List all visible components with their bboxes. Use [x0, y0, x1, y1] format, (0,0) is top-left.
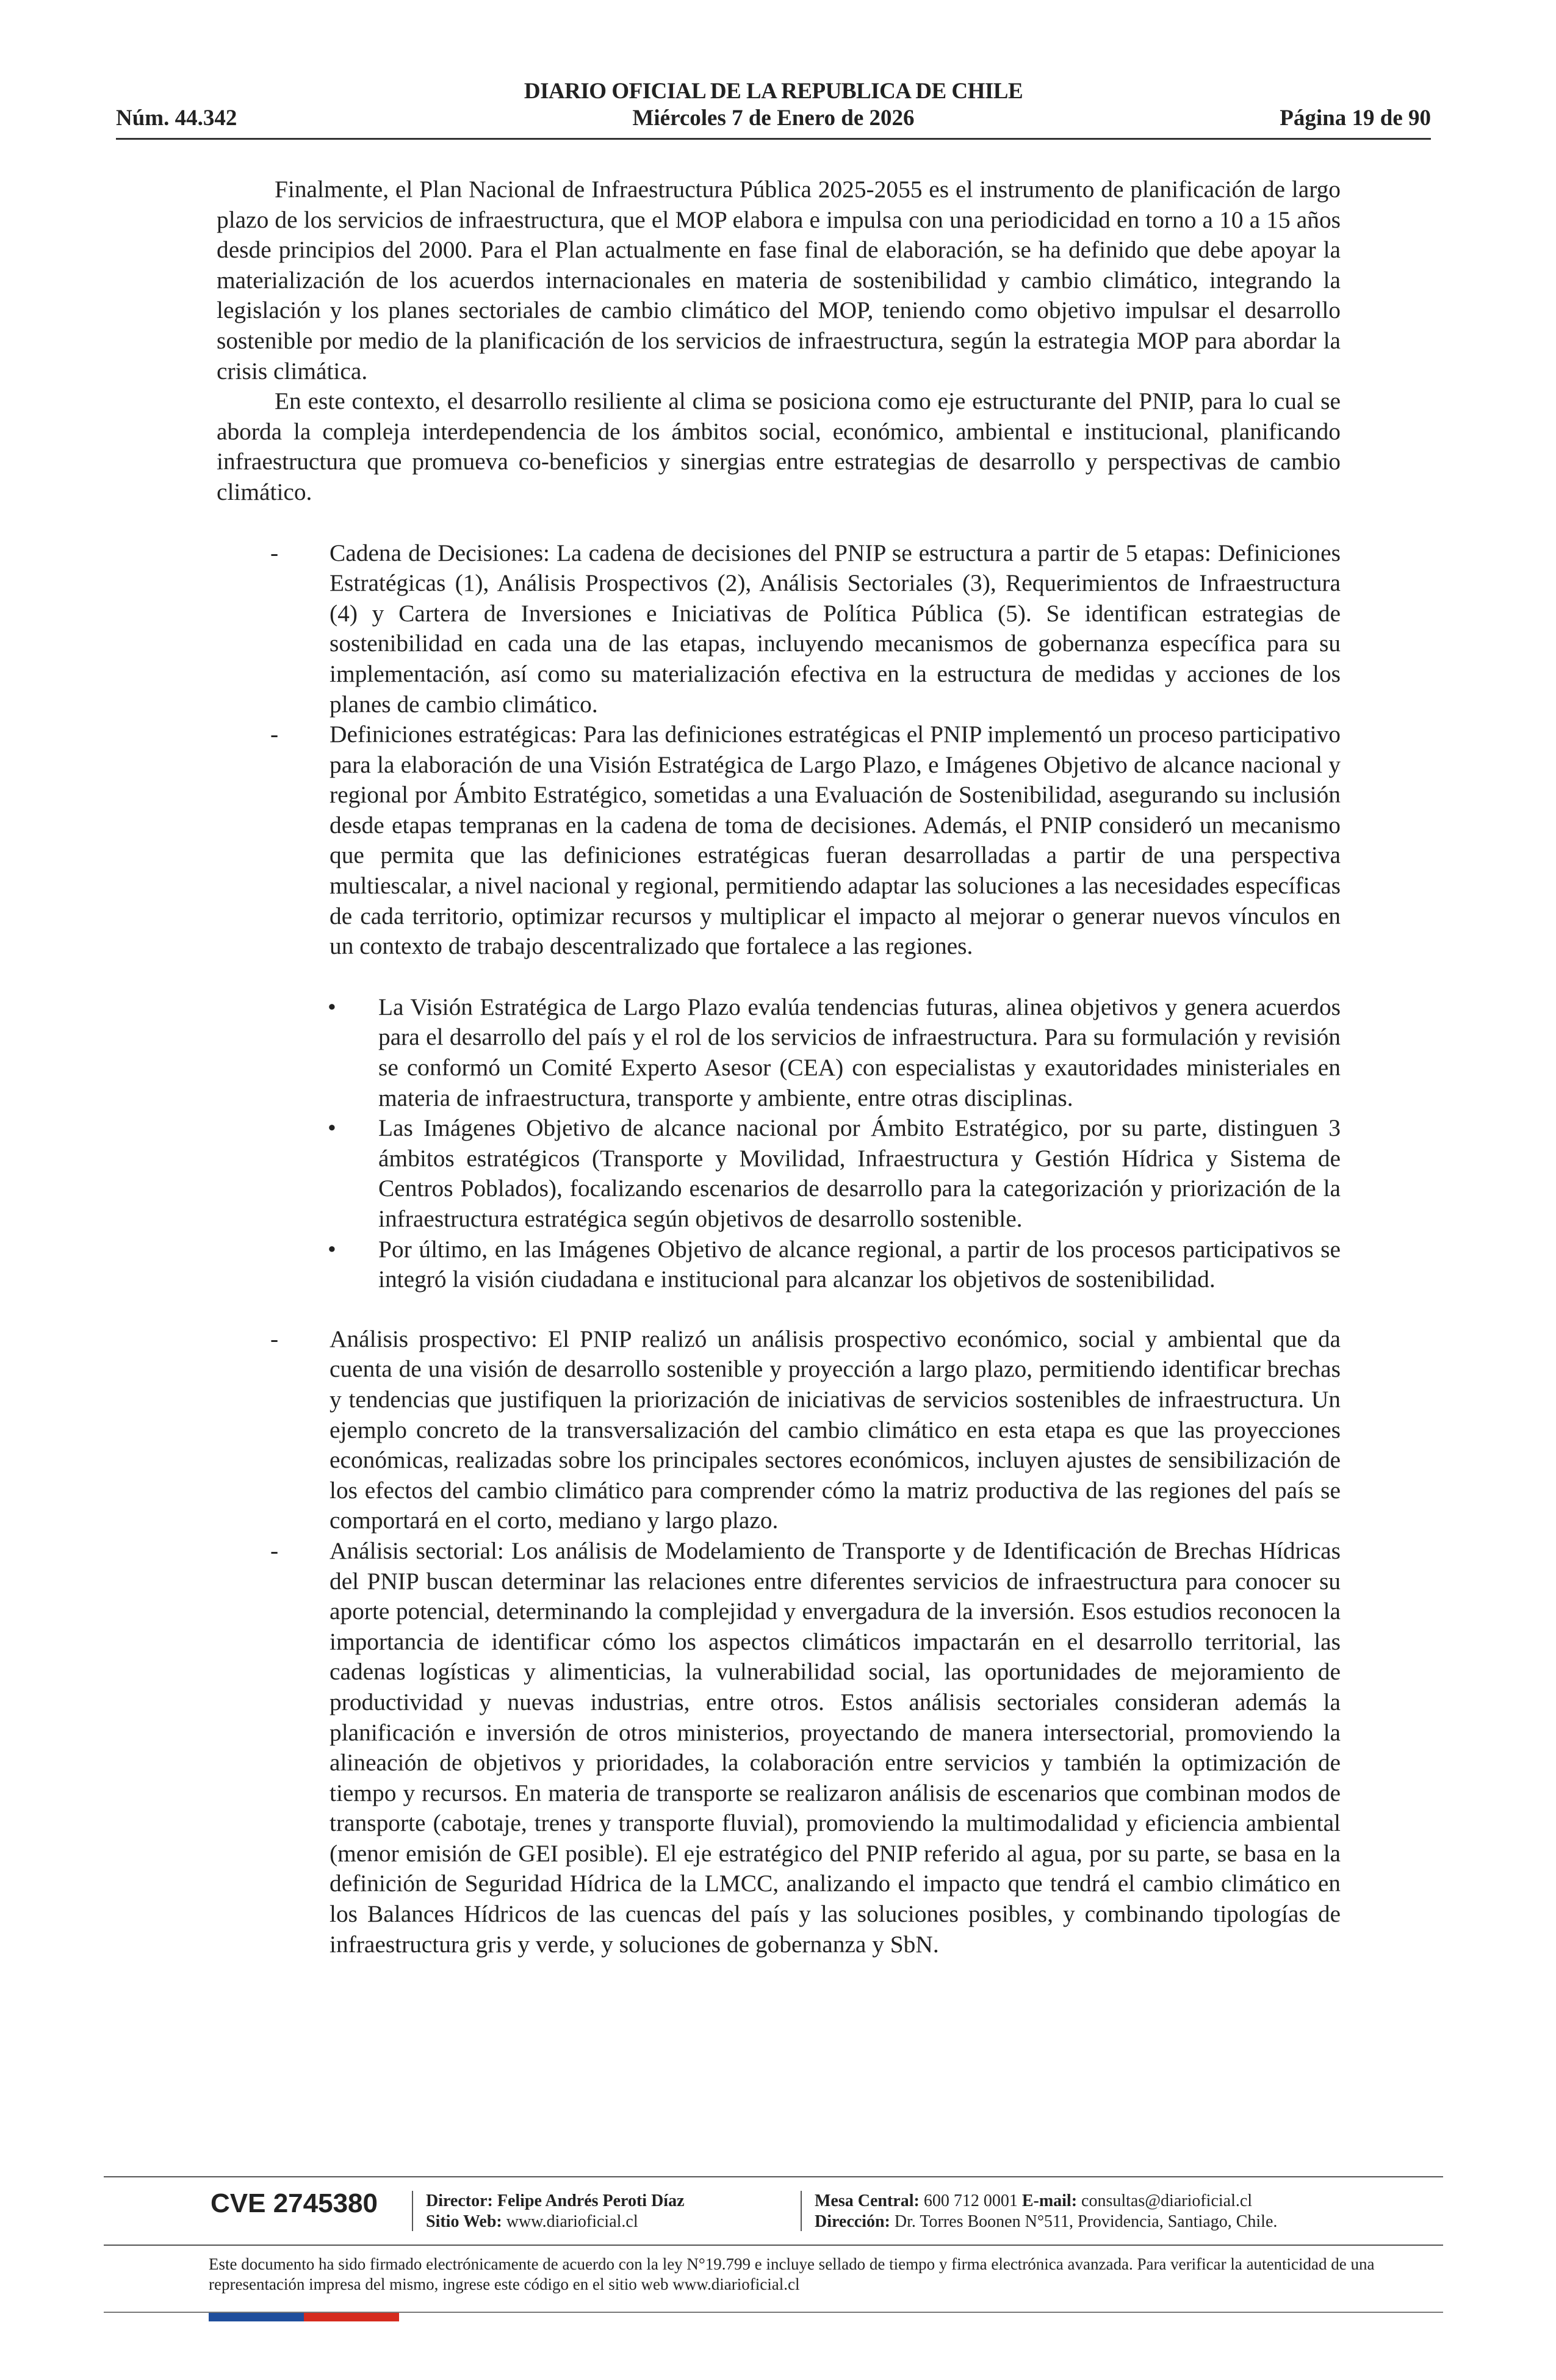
page-header	[116, 73, 1431, 140]
bullet-marker: •	[328, 993, 336, 1020]
dash-marker: -	[270, 539, 279, 566]
footer-separator	[801, 2191, 802, 2231]
dash-marker: -	[270, 1537, 279, 1564]
publication-title: DIARIO OFICIAL DE LA REPUBLICA DE CHILE	[524, 79, 1023, 104]
address-value: Dr. Torres Boonen N°511, Providencia, Santiago, Chile.	[894, 2212, 1278, 2231]
list-item	[217, 1536, 1341, 1960]
list-item-text: Cadena de Decisiones: La cadena de decisiones del PNIP se estructura a partir de 5 etapas: Definiciones Estratégicas (1), Análisis Prospectivos (2), Análisis Sectoriales (3), Requerimientos de Infraestructura (4) y Cartera de Inversiones e Iniciativas de Política Pública (5). Se identifican estrategias de sostenibilidad en cada una de las etapas, incluyendo mecanismos de gobernanza específica para su implementación, así como su materialización efectiva en la estructura de medidas y acciones de los planes de cambio climático.	[330, 539, 1341, 718]
address-label: Dirección:	[815, 2212, 890, 2231]
legal-note: Este documento ha sido firmado electrónicamente de acuerdo con la ley N°19.799 e incluye sellado de tiempo y firma electrónica avanzada. Para verificar la autenticidad de una representación impresa del mismo, ingrese este código en el sitio web www.diarioficial.cl	[209, 2255, 1375, 2293]
list-item-text: Definiciones estratégicas: Para las definiciones estratégicas el PNIP implementó un proceso participativo para la elaboración de una Visión Estratégica de Largo Plazo, e Imágenes Objetivo de alcance nacional y regional por Ámbito Estratégico, sometidas a una Evaluación de Sostenibilidad, asegurando su inclusión desde etapas tempranas en la cadena de toma de decisiones. Además, el PNIP consideró un mecanismo que permita que las definiciones estratégicas fueran desarrolladas a partir de una perspectiva multiescalar, a nivel nacional y regional, permitiendo adaptar las soluciones a las necesidades específicas de cada territorio, optimizar recursos y multiplicar el impacto al mejorar o generar nuevos vínculos en un contexto de trabajo descentralizado que fortalece a las regiones.	[330, 721, 1341, 960]
dash-list	[217, 538, 1341, 962]
intro-paragraph: Finalmente, el Plan Nacional de Infraestructura Pública 2025-2055 es el instrumento de planificación de largo plazo de los servicios de infraestructura, que el MOP elabora e impulsa con una periodicidad en torno a 10 a 15 años desde principios del 2000. Para el Plan actualmente en fase final de elaboración, se ha definido que debe apoyar la materialización de los acuerdos internacionales en materia de sostenibilidad y cambio climático, integrando la legislación y los planes sectoriales de cambio climático del MOP, teniendo como objetivo impulsar el desarrollo sostenible por medio de la planificación de los servicios de infraestructura, según la estrategia MOP para abordar la crisis climática.	[217, 176, 1341, 384]
website-label: Sitio Web:	[426, 2212, 502, 2231]
director-name: Felipe Andrés Peroti Díaz	[497, 2191, 685, 2210]
dash-marker: -	[270, 721, 279, 748]
phone-label: Mesa Central:	[815, 2191, 920, 2210]
footer-contact-block	[815, 2191, 1277, 2232]
list-item-text: Las Imágenes Objetivo de alcance nacional por Ámbito Estratégico, por su parte, distinguen 3 ámbitos estratégicos (Transporte y Movilidad, Infraestructura y Gestión Hídrica y Sistema de Centros Poblados), focalizando escenarios de desarrollo para la categorización y priorización de la infraestructura estratégica según objetivos de desarrollo sostenible.	[378, 1114, 1341, 1232]
flag-blue-segment	[209, 2313, 304, 2321]
bullet-marker: •	[328, 1114, 336, 1142]
list-item	[217, 538, 1341, 720]
chile-flag-stripe	[209, 2313, 399, 2321]
issue-number: Núm. 44.342	[116, 106, 237, 131]
page-number: Página 19 de 90	[1280, 106, 1431, 131]
email-label: E-mail:	[1021, 2191, 1078, 2210]
list-item-text: La Visión Estratégica de Largo Plazo evalúa tendencias futuras, alinea objetivos y genera acuerdos para el desarrollo del país y el rol de los servicios de infraestructura. Para su formulación y revisión se conformó un Comité Experto Asesor (CEA) con especialistas y exautoridades ministeriales en materia de infraestructura, transporte y ambiente, entre otras disciplinas.	[378, 993, 1341, 1111]
list-item-text: Análisis sectorial: Los análisis de Modelamiento de Transporte y de Identificación de Brechas Hídricas del PNIP buscan determinar las relaciones entre diferentes servicios de infraestructura para conocer su aporte potencial, determinando la complejidad y envergadura de la inversión. Esos estudios reconocen la importancia de identificar cómo los aspectos climáticos impactarán en el desarrollo territorial, las cadenas logísticas y alimenticias, la vulnerabilidad social, las oportunidades de mejoramiento de productividad y nuevas industrias, entre otros. Estos análisis sectoriales consideran además la planificación e inversión de otros ministerios, proyectando de manera intersectorial, promoviendo la alineación de objetivos y prioridades, la colaboración entre servicios y también la optimización de tiempo y recursos. En materia de transporte se realizaron análisis de escenarios que combinan modos de transporte (cabotaje, trenes y transporte fluvial), promoviendo la multimodalidad y eficiencia ambiental (menor emisión de GEI posible). El eje estratégico del PNIP referido al agua, por su parte, se basa en la definición de Seguridad Hídrica de la LMCC, analizando el impacto que tendrá el cambio climático en los Balances Hídricos de las cuencas del país y las soluciones posibles, y combinando tipologías de infraestructura gris y verde, y soluciones de gobernanza y SbN.	[330, 1537, 1341, 1958]
list-item	[217, 719, 1341, 962]
footer-divider	[104, 2176, 1443, 2177]
phone-value: 600 712 0001	[923, 2191, 1018, 2210]
email-link[interactable]: consultas@diarioficial.cl	[1081, 2191, 1253, 2210]
list-item-text: Por último, en las Imágenes Objetivo de alcance regional, a partir de los procesos participativos se integró la visión ciudadana e institucional para alcanzar los objetivos de sostenibilidad.	[378, 1235, 1341, 1293]
director-label: Director:	[426, 2191, 493, 2210]
dash-marker: -	[270, 1325, 279, 1352]
intro-paragraph: En este contexto, el desarrollo resiliente al clima se posiciona como eje estructurante del PNIP, para lo cual se aborda la compleja interdependencia de los ámbitos social, económico, ambiental e institucional, planificando infraestructura que promueva co-beneficios y sinergias entre estrategias de desarrollo y perspectivas de cambio climático.	[217, 388, 1341, 505]
footer-divider	[104, 2245, 1443, 2246]
issue-date: Miércoles 7 de Enero de 2026	[632, 106, 915, 131]
list-item	[217, 992, 1341, 1113]
flag-red-segment	[304, 2313, 399, 2321]
document-body	[217, 175, 1341, 1960]
cve-code: CVE 2745380	[211, 2188, 378, 2218]
website-link[interactable]: www.diarioficial.cl	[506, 2212, 638, 2231]
list-item	[217, 1235, 1341, 1295]
list-item	[217, 1113, 1341, 1234]
page-footer	[104, 2176, 1443, 2323]
list-item-text: Análisis prospectivo: El PNIP realizó un análisis prospectivo económico, social y ambiental que da cuenta de una visión de desarrollo sostenible y proyección a largo plazo, permitiendo identificar brechas y tendencias que justifiquen la priorización de iniciativas de servicios sostenibles de infraestructura. Un ejemplo concreto de la transversalización del cambio climático en esta etapa es que las proyecciones económicas, realizadas sobre los principales sectores económicos, incluyen ajustes de sensibilización de los efectos del cambio climático para comprender cómo la matriz productiva de las regiones del país se comportará en el corto, mediano y largo plazo.	[330, 1325, 1341, 1534]
bullet-marker: •	[328, 1235, 336, 1263]
header-divider	[116, 138, 1431, 140]
footer-director-block	[426, 2191, 685, 2232]
dash-list	[217, 1324, 1341, 1960]
list-item	[217, 1324, 1341, 1536]
footer-separator	[412, 2191, 413, 2231]
bullet-list	[217, 992, 1341, 1295]
